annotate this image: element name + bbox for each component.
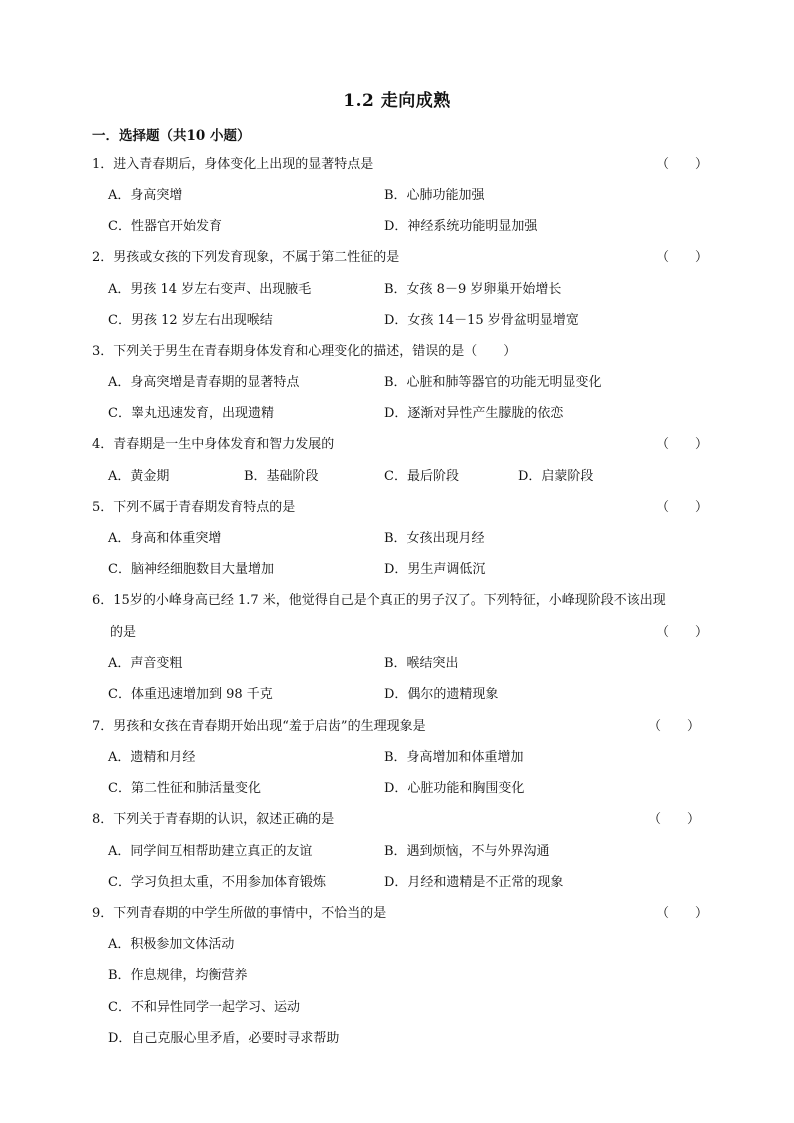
q7-option-c: C．第二性征和肺活量变化 <box>108 781 261 796</box>
q8-option-c: C．学习负担太重，不用参加体育锻炼 <box>108 875 326 890</box>
q3-option-d: D．逐渐对异性产生朦胧的依恋 <box>384 406 564 421</box>
answer-blank-6: （ ） <box>656 625 709 640</box>
q4-option-a: A．黄金期 <box>108 469 170 484</box>
q7-option-a: A．遗精和月经 <box>108 750 196 765</box>
page-title: 1.2 走向成熟 <box>343 91 451 111</box>
q4-option-d: D．启蒙阶段 <box>518 469 594 484</box>
q5-option-a: A．身高和体重突增 <box>108 531 222 546</box>
q3-option-c: C．睾丸迅速发育，出现遗精 <box>108 406 274 421</box>
q2-option-c: C．男孩 12 岁左右出现喉结 <box>108 313 273 328</box>
q2-option-b: B．女孩 8－9 岁卵巢开始增长 <box>384 282 562 297</box>
answer-blank-1: （ ） <box>656 157 709 172</box>
q2-option-a: A．男孩 14 岁左右变声、出现腋毛 <box>108 282 312 297</box>
question-3-stem: 3．下列关于男生在青春期身体发育和心理变化的描述，错误的是（ ） <box>92 344 517 359</box>
answer-blank-9: （ ） <box>656 906 709 921</box>
q9-option-d: D．自己克服心里矛盾，必要时寻求帮助 <box>108 1031 340 1046</box>
q8-option-b: B．遇到烦恼，不与外界沟通 <box>384 844 550 859</box>
q6-option-c: C．体重迅速增加到 98 千克 <box>108 687 273 702</box>
q2-option-d: D．女孩 14－15 岁骨盆明显增宽 <box>384 313 579 328</box>
q3-option-a: A．身高突增是青春期的显著特点 <box>108 375 300 390</box>
q6-option-d: D．偶尔的遗精现象 <box>384 687 499 702</box>
q6-option-b: B．喉结突出 <box>384 656 459 671</box>
question-6-stem: 6．15岁的小峰身高已经 1.7 米，他觉得自己是个真正的男子汉了。下列特征，小峰现阶段不该出现 <box>92 593 666 608</box>
q5-option-b: B．女孩出现月经 <box>384 531 485 546</box>
question-4-stem: 4．青春期是一生中身体发育和智力发展的 <box>92 437 335 452</box>
answer-blank-5: （ ） <box>656 500 709 515</box>
q5-option-c: C．脑神经细胞数目大量增加 <box>108 562 274 577</box>
question-2-stem: 2．男孩或女孩的下列发育现象，不属于第二性征的是 <box>92 250 400 265</box>
q8-option-d: D．月经和遗精是不正常的现象 <box>384 875 564 890</box>
q9-option-b: B．作息规律，均衡营养 <box>108 968 248 983</box>
question-7-stem: 7．男孩和女孩在青春期开始出现“羞于启齿”的生理现象是 <box>92 719 426 734</box>
q1-option-d: D．神经系统功能明显加强 <box>384 219 538 234</box>
q1-option-a: A．身高突增 <box>108 188 183 203</box>
q8-option-a: A．同学间互相帮助建立真正的友谊 <box>108 844 313 859</box>
q4-option-c: C．最后阶段 <box>384 469 459 484</box>
question-8-stem: 8．下列关于青春期的认识，叙述正确的是 <box>92 812 335 827</box>
q3-option-b: B．心脏和肺等器官的功能无明显变化 <box>384 375 602 390</box>
q1-option-c: C．性器官开始发育 <box>108 219 222 234</box>
q5-option-d: D．男生声调低沉 <box>384 562 486 577</box>
answer-blank-2: （ ） <box>656 250 709 265</box>
question-1-stem: 1．进入青春期后，身体变化上出现的显著特点是 <box>92 157 374 172</box>
answer-blank-7: （ ） <box>648 719 701 734</box>
q6-option-a: A．声音变粗 <box>108 656 183 671</box>
q7-option-d: D．心脏功能和胸围变化 <box>384 781 525 796</box>
q1-option-b: B．心肺功能加强 <box>384 188 485 203</box>
q9-option-a: A．积极参加文体活动 <box>108 937 235 952</box>
question-6-stem-continued: 的是 <box>110 625 137 640</box>
q7-option-b: B．身高增加和体重增加 <box>384 750 524 765</box>
question-9-stem: 9．下列青春期的中学生所做的事情中，不恰当的是 <box>92 906 387 921</box>
question-5-stem: 5．下列不属于青春期发育特点的是 <box>92 500 296 515</box>
answer-blank-8: （ ） <box>648 812 701 827</box>
q4-option-b: B．基础阶段 <box>244 469 319 484</box>
answer-blank-4: （ ） <box>656 437 709 452</box>
q9-option-c: C．不和异性同学一起学习、运动 <box>108 1000 300 1015</box>
section-heading: 一．选择题（共10 小题） <box>92 128 251 144</box>
